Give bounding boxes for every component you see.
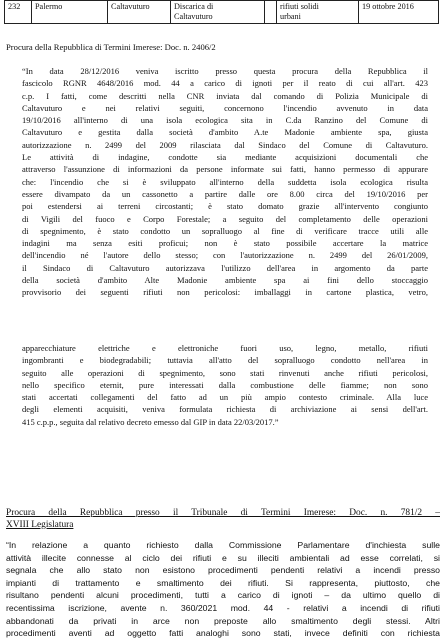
cell-city: Palermo xyxy=(32,1,108,24)
cell-waste-line1: rifiuti solidi xyxy=(280,2,319,11)
text-line: c.p. I fatti, come descritti nella CNR inviata dal comando di Polizia Municipale di xyxy=(22,90,428,101)
text-line: apparecchiature elettriche e elettroniche fuori uso, legno, metallo, rifiuti xyxy=(22,343,428,353)
text-line: autorizzazione n. 2499 del 2009 rilasciata dal Sindaco del Comune di Caltavuturo. xyxy=(22,139,428,150)
text-line: dell'incendio né l'autore dello stesso; con l'autorizzazione n. 2499 del 26/01/2009, xyxy=(22,250,428,261)
text-line: procedimenti aventi ad oggetto fatti analoghi sono stati, invece definiti con richiesta xyxy=(6,628,440,639)
text-line: “In relazione a quanto richiesto dalla Commissione Parlamentare d'inchiesta sulle xyxy=(6,540,440,550)
text-line: essere divampato da un cassonetto a partire dalle ore 8.00 circa del 19/10/2016 per xyxy=(22,188,428,199)
text-line: il Sindaco di Caltavuturo autorizzava l'utilizzo dell'area in argomento da parte xyxy=(22,262,428,273)
text-line: segnala che allo stato non esistono procedimenti pendenti relativi a incendi presso xyxy=(6,565,440,576)
text-line: seguito alle operazioni di spegnimento, sono stati rinvenuti anche rifiuti pericolosi, xyxy=(22,367,428,378)
text-line: Caltavuturo e nei relativi seguiti, concernono l'incendio avvenuto in data xyxy=(22,102,428,113)
text-line: Le attività di indagine, condotte sia mediante acquisizioni documentali che xyxy=(22,152,428,163)
text-line: attraverso l'assunzione di informazioni da persone informate sui fatti, hanno permesso di appurare xyxy=(22,164,428,175)
text-line: nello specifico eternit, pure interessati dalla combustione delle fiamme; non sono xyxy=(22,379,428,390)
text-line: indagini ma senza esiti proficui; non è stato possibile accertare la matrice xyxy=(22,238,428,249)
cell-waste-type xyxy=(277,1,359,24)
text-line: attività illecite connesse al ciclo dei rifiuti e su illeciti ambientali ad esse correlati, si xyxy=(6,552,440,563)
text-line: provvisorio dei seguenti rifiuti non pericolosi: imballaggi in cartone plastica, vetro, xyxy=(22,287,428,298)
text-line: impianti di trattamento e smaltimento dei rifiuti. Si rappresenta, piuttosto, che xyxy=(6,577,440,588)
cell-empty xyxy=(265,1,277,24)
cell-site xyxy=(171,1,265,24)
cell-waste-line2: urbani xyxy=(280,11,301,21)
text-line: poi estendersi ai terreni circostanti; è stato domato grazie all'intervento congiunto xyxy=(22,201,428,212)
text-line: della società d'ambito Alte Madonie ambiente spa ai fini dello stoccaggio xyxy=(22,275,428,286)
text-line: 415 c.p.p., seguita dal relativo decreto emesso dal GIP in data 22/03/2017.” xyxy=(22,416,279,427)
citation-line: Procura della Repubblica presso il Tribunale di Termini Imerese: Doc. n. 781/2 – xyxy=(6,508,440,518)
text-line: abbandonati da privati in arce non preposte allo smaltimento degli stessi. Altri xyxy=(6,615,440,626)
citation-doc-781 xyxy=(6,508,440,531)
text-line: 19/10/2016 all'interno di una isola ecologica sita in C.da Ranzino del Comune di xyxy=(22,115,428,126)
text-line: stati accertati collegamenti del fatto ad un più ampio contesto criminale. Alla luce xyxy=(22,392,428,403)
text-line: risultano pendenti alcuni procedimenti, tutti a carico di ignoti – da ultimo quello di xyxy=(6,590,440,601)
text-line: recentissima iscrizione, avente n. 360/2021 mod. 44 - relativi a incendi di rifiuti xyxy=(6,602,440,613)
text-line: degli elementi acquisiti, veniva formulata richiesta di archiviazione ai sensi dell'art. xyxy=(22,404,428,415)
cell-municipality: Caltavuturo xyxy=(108,1,171,24)
quote-paragraph-2 xyxy=(22,342,428,428)
quote-paragraph-3 xyxy=(6,539,440,640)
cell-date: 19 ottobre 2016 xyxy=(359,1,439,24)
citation-doc-2406: Procura della Repubblica di Termini Imerese: Doc. n. 2406/2 xyxy=(6,42,216,52)
text-line: “In data 28/12/2016 veniva iscritto presso questa procura della Repubblica il xyxy=(22,66,428,76)
cell-site-line2: Caltavuturo xyxy=(174,11,213,21)
text-line: Caltavuturo e gestita dalla società d'ambito A.te Madonie ambiente spa, giusta xyxy=(22,127,428,138)
text-line: che: l'incendio che si è sviluppato all'interno della suddetta isola ecologica risulta xyxy=(22,176,428,187)
text-line: fascicolo RGNR 4648/2016 mod. 44 a carico di ignoti per il reato di cui all'art. 423 xyxy=(22,78,428,89)
citation-line: XVIII Legislatura xyxy=(6,519,74,530)
quote-paragraph-1 xyxy=(22,65,428,299)
data-table-row xyxy=(4,0,439,24)
text-line: di Vigili del fuoco e Corpo Forestale; a seguito del completamento delle operazioni xyxy=(22,213,428,224)
text-line: ingombranti e biodegradabili; tuttavia all'atto del sopralluogo condotto nell'area in xyxy=(22,355,428,366)
text-line: di spegnimento, è stato condotto un sopralluogo al fine di verificare tracce utili alle xyxy=(22,225,428,236)
cell-number: 232 xyxy=(5,1,32,24)
cell-site-line1: Discarica di xyxy=(174,2,214,11)
